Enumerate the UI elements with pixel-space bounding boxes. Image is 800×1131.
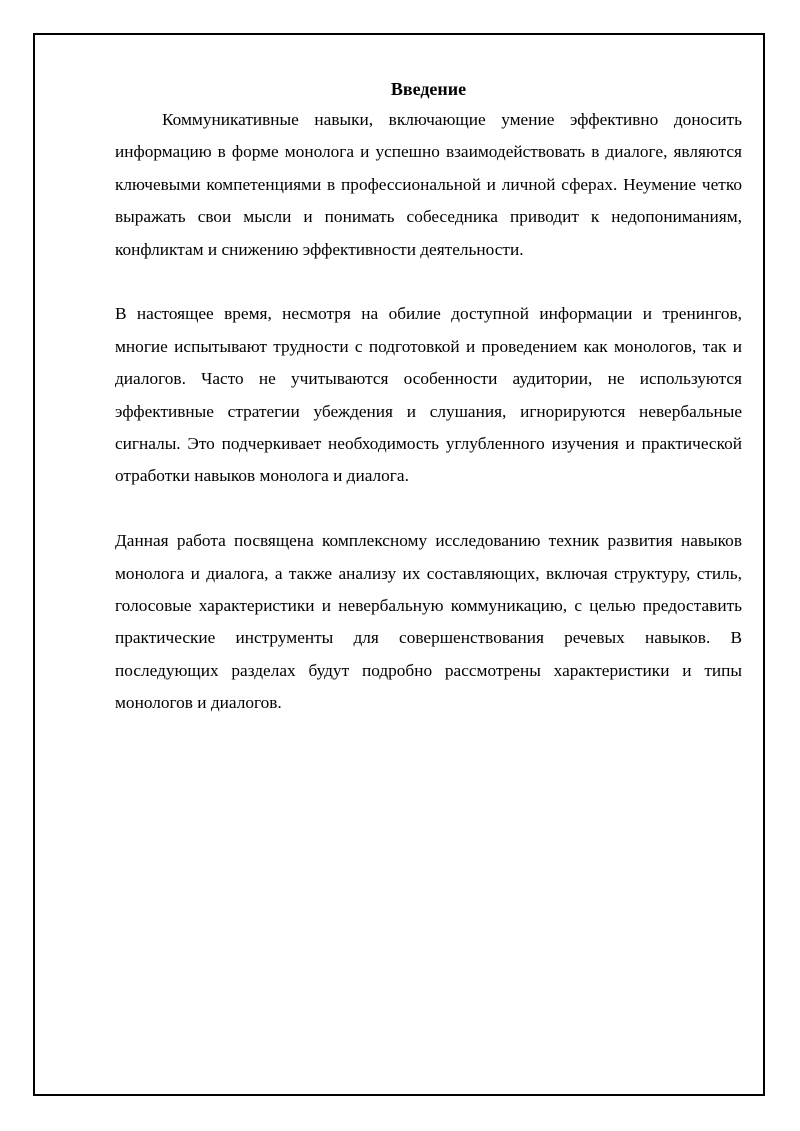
- paragraph-3: Данная работа посвящена комплексному исследованию техник развития навыков монолога и диалога, а также анализу их составляющих, включая структуру, стиль, голосовые характеристики и невербальную коммуникацию, с целью предоставить практические инструменты для совершенствования речевых навыков. В последующих разделах будут подробно рассмотрены характеристики и типы монологов и диалогов.: [115, 531, 742, 713]
- document-body: [115, 74, 742, 720]
- paragraph-spacer: [115, 493, 742, 525]
- paragraph-spacer: [115, 266, 742, 298]
- paragraph-1: Коммуникативные навыки, включающие умение эффективно доносить информацию в форме монолога и успешно взаимодействовать в диалоге, являются ключевыми компетенциями в профессиональной и личной сферах. Неумение четко выражать свои мысли и понимать собеседника приводит к недопониманиям, конфликтам и снижению эффективности деятельности.: [115, 110, 742, 259]
- paragraph-2: В настоящее время, несмотря на обилие доступной информации и тренингов, многие испытывают трудности с подготовкой и проведением как монологов, так и диалогов. Часто не учитываются особенности аудитории, не используются эффективные стратегии убеждения и слушания, игнорируются невербальные сигналы. Это подчеркивает необходимость углубленного изучения и практической отработки навыков монолога и диалога.: [115, 304, 742, 486]
- section-title: Введение: [390, 79, 467, 99]
